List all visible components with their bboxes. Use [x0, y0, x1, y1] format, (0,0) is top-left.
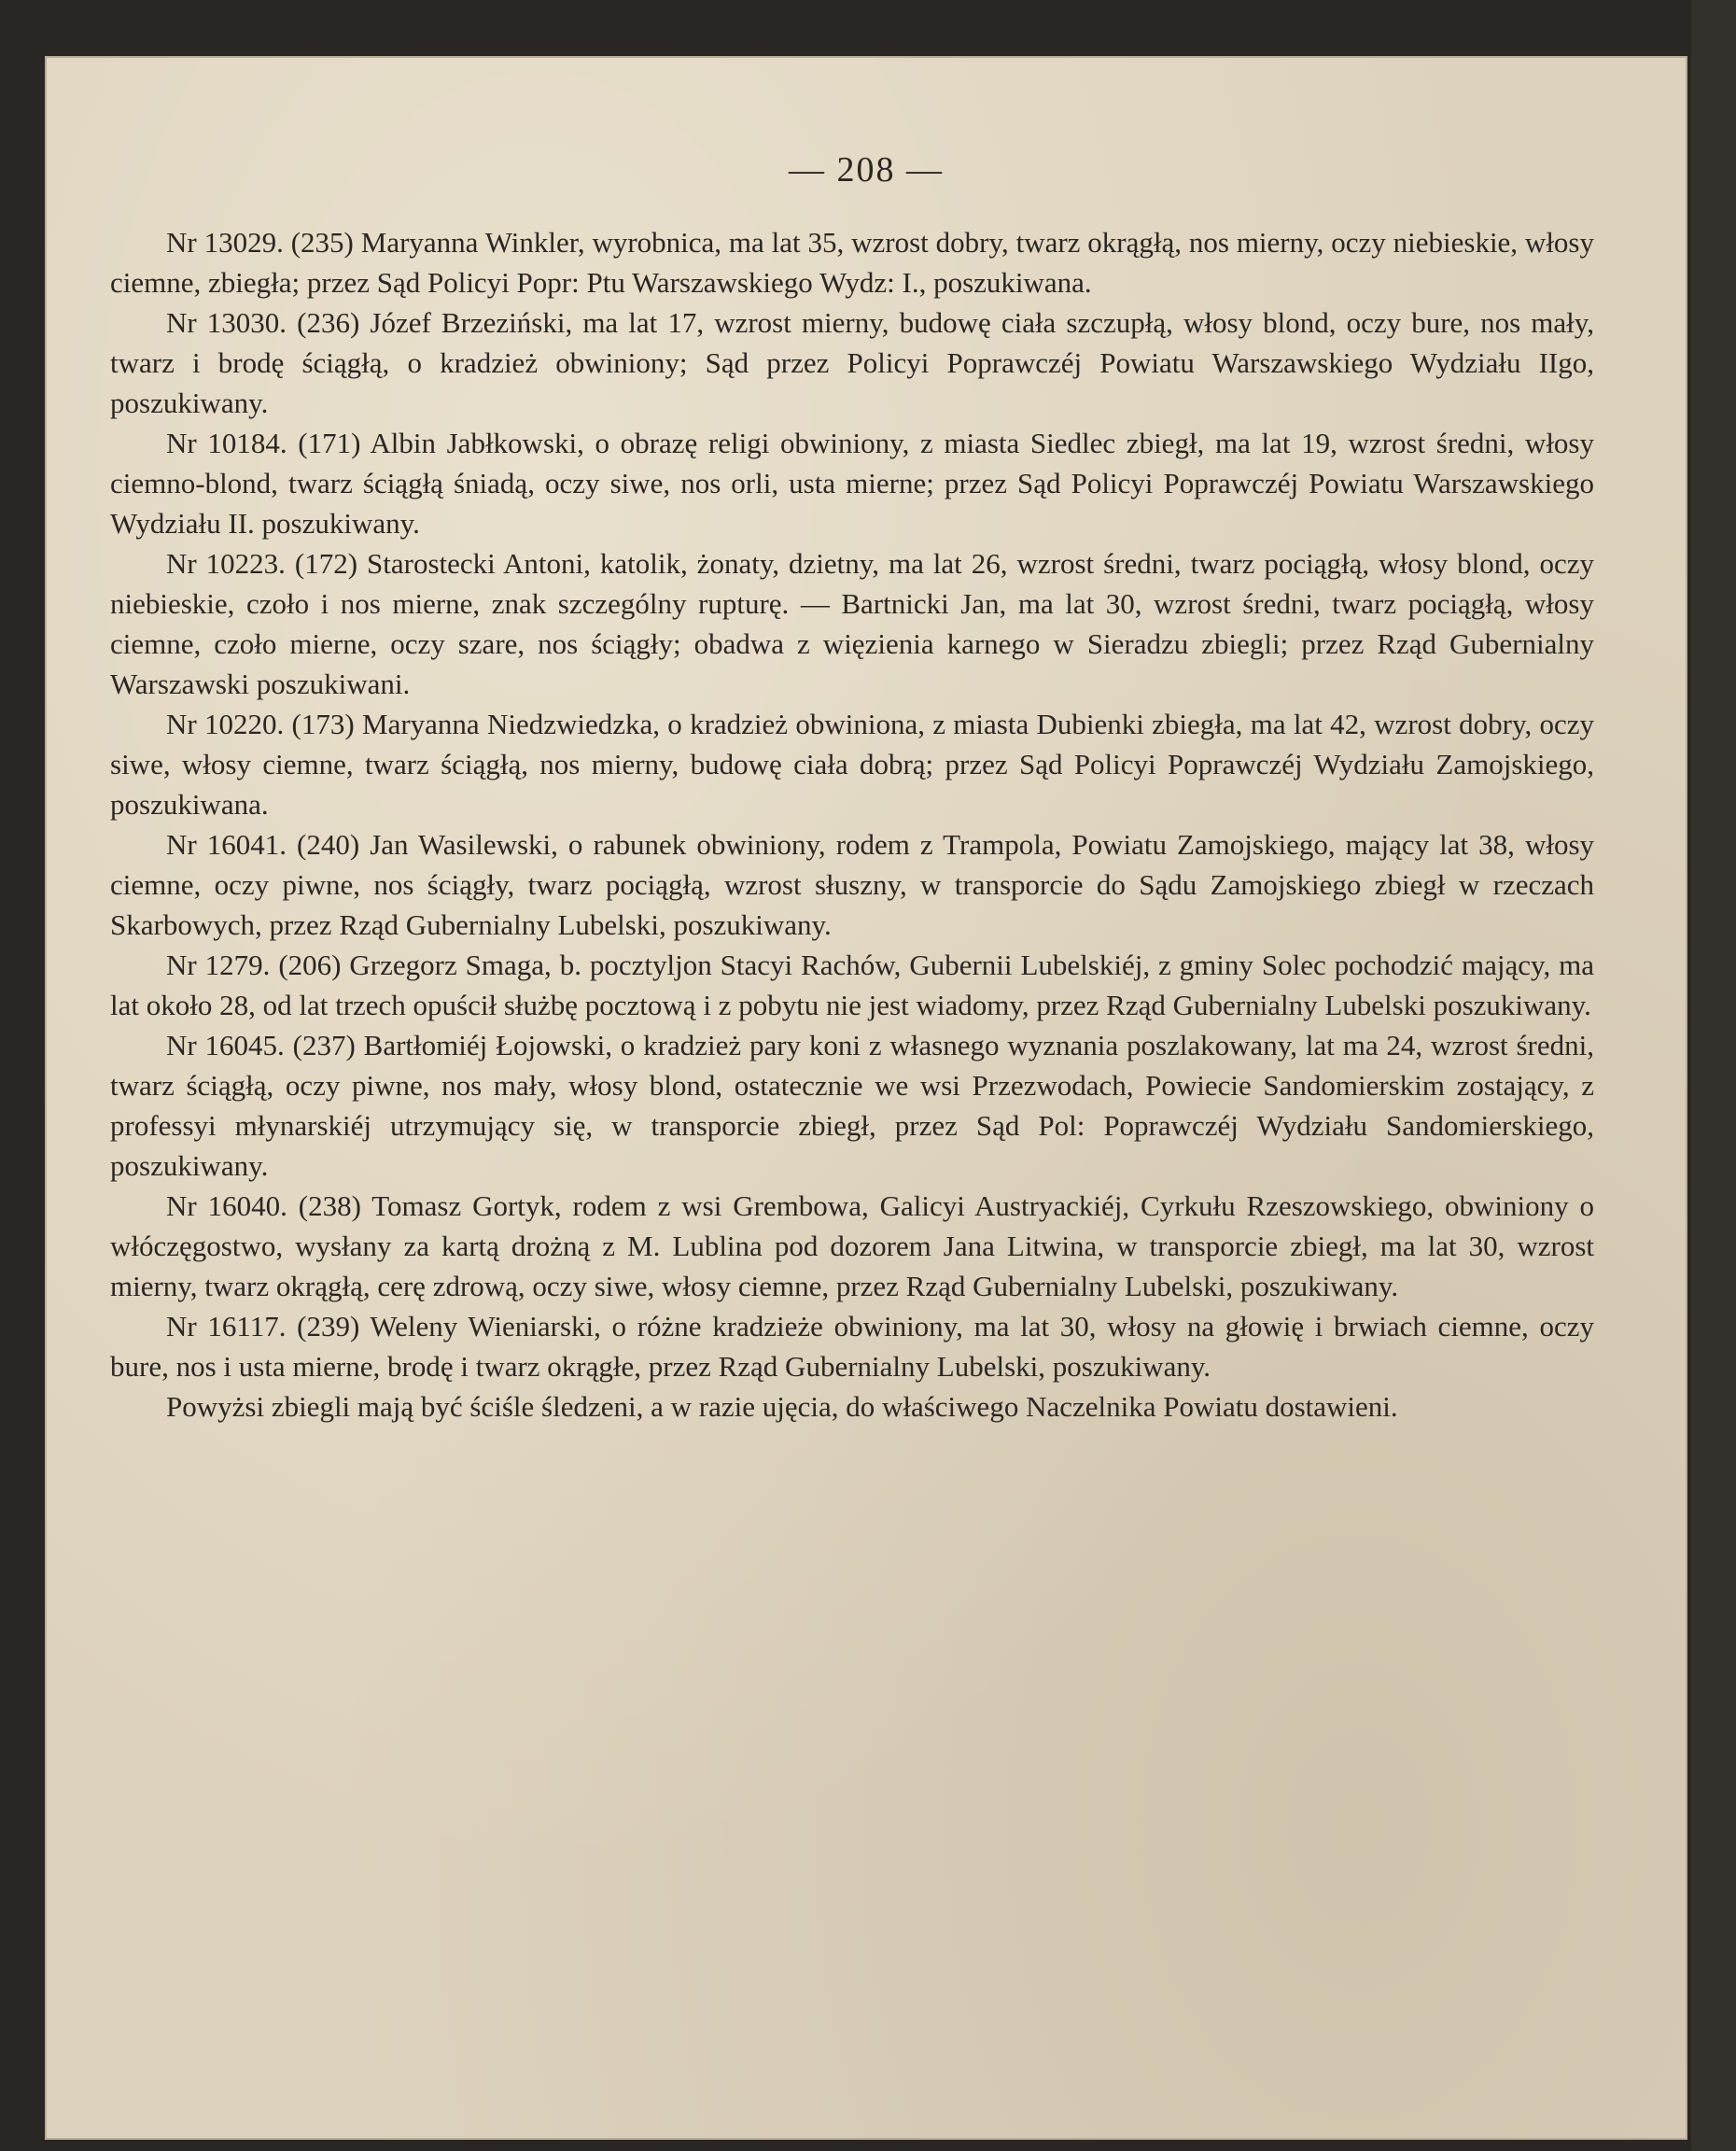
entry-text: Maryanna Niedzwiedzka, o kradzież obwiniona, z miasta Dubienki zbiegła, ma lat 42, wzrost dobry, oczy siwe, włosy ciemne, twarz ściągłą, nos mierny, budowę ciała dobrą; przez Sąd Policyi Poprawczéj Wydziału Zamojskiego, poszukiwana.: [110, 708, 1594, 821]
entry-number: Nr 13029.: [166, 226, 284, 259]
entry-number: Nr 16041.: [166, 828, 287, 861]
entry-number: Nr 16045.: [166, 1029, 285, 1061]
book-spine: [1691, 0, 1736, 2151]
entry-number: Nr 16040.: [166, 1189, 287, 1222]
entry-reference: (240): [297, 828, 360, 861]
notice-entry: [110, 302, 1594, 423]
page-number: — 208 —: [789, 150, 944, 190]
entry-text: Tomasz Gortyk, rodem z wsi Grembowa, Galicyi Austryackiéj, Cyrkułu Rzeszowskiego, obwiniony o włóczęgostwo, wysłany za kartą drożną z M. Lublina pod dozorem Jana Litwina, w transporcie zbiegł, ma lat 30, wzrost mierny, twarz okrągłą, cerę zdrową, oczy siwe, włosy ciemne, przez Rząd Gubernialny Lubelski, poszukiwany.: [110, 1189, 1594, 1302]
document-page: [45, 56, 1687, 2140]
notice-entry: [110, 945, 1594, 1025]
entry-reference: (235): [290, 226, 354, 259]
entry-reference: (171): [298, 427, 361, 459]
entry-number: Nr 10220.: [166, 708, 285, 740]
entry-reference: (206): [278, 949, 342, 981]
notice-entry: [110, 1306, 1594, 1386]
entry-text: Starostecki Antoni, katolik, żonaty, dzietny, ma lat 26, wzrost średni, twarz pociągłą, włosy blond, oczy niebieskie, czoło i nos mierne, znak szczególny rupturę. — Bartnicki Jan, ma lat 30, wzrost średni, twarz pociągłą, włosy ciemne, czoło mierne, oczy szare, nos ściągły; obadwa z więzienia karnego w Sieradzu zbiegli; przez Rząd Gubernialny Warszawski poszukiwani.: [110, 547, 1594, 700]
entry-text: Jan Wasilewski, o rabunek obwiniony, rodem z Trampola, Powiatu Zamojskiego, mający lat 38, włosy ciemne, oczy piwne, nos ściągły, twarz pociągłą, wzrost słuszny, w transporcie do Sądu Zamojskiego zbiegł w rzeczach Skarbowych, przez Rząd Gubernialny Lubelski, poszukiwany.: [110, 828, 1595, 941]
entry-number: Nr 16117.: [166, 1310, 287, 1343]
entry-text: Weleny Wieniarski, o różne kradzieże obwiniony, ma lat 30, włosy na głowię i brwiach ciemne, oczy bure, nos i usta mierne, brodę i twarz okrągłe, przez Rząd Gubernialny Lubelski, poszukiwany.: [110, 1310, 1594, 1383]
notice-entry: [110, 1186, 1594, 1306]
entry-reference: (172): [294, 547, 358, 580]
entry-reference: (236): [297, 306, 360, 339]
entry-text: Grzegorz Smaga, b. pocztyljon Stacyi Rachów, Gubernii Lubelskiéj, z gminy Solec pochodzić mający, ma lat około 28, od lat trzech opuścił służbę pocztową i z pobytu nie jest wiadomy, przez Rząd Gubernialny Lubelski poszukiwany.: [110, 949, 1595, 1021]
entry-number: Nr 10184.: [166, 427, 287, 459]
page-body: [110, 222, 1594, 1427]
entry-number: Nr 10223.: [166, 547, 286, 580]
notice-entry: [110, 824, 1594, 945]
entry-reference: (173): [291, 708, 355, 740]
entry-reference: (239): [297, 1310, 360, 1343]
entry-number: Nr 13030.: [166, 306, 287, 339]
entry-number: Nr 1279.: [166, 949, 271, 981]
entry-text: Albin Jabłkowski, o obrazę religi obwiniony, z miasta Siedlec zbiegł, ma lat 19, wzrost średni, włosy ciemno-blond, twarz ściągłą śniadą, oczy siwe, nos orli, usta mierne; przez Sąd Policyi Poprawczéj Powiatu Warszawskiego Wydziału II. poszukiwany.: [110, 427, 1595, 540]
notice-entry: [110, 704, 1594, 824]
notice-entry: [110, 222, 1594, 302]
notice-entry: [110, 423, 1594, 543]
closing-notice: Powyżsi zbiegli mają być ściśle śledzeni, a w razie ujęcia, do właściwego Naczelnika Powiatu dostawieni.: [166, 1390, 1398, 1423]
entry-text: Józef Brzeziński, ma lat 17, wzrost mierny, budowę ciała szczupłą, włosy blond, oczy bure, nos mały, twarz i brodę ściągłą, o kradzież obwiniony; Sąd przez Policyi Poprawczéj Powiatu Warszawskiego Wydziału IIgo, poszukiwany.: [110, 306, 1594, 419]
notice-entry: [110, 543, 1594, 704]
entry-text: Maryanna Winkler, wyrobnica, ma lat 35, wzrost dobry, twarz okrągłą, nos mierny, oczy niebieskie, włosy ciemne, zbiegła; przez Sąd Policyi Popr: Ptu Warszawskiego Wydz: I., poszukiwana.: [110, 226, 1595, 299]
entry-text: Bartłomiéj Łojowski, o kradzież pary koni z własnego wyznania poszlakowany, lat ma 24, wzrost średni, twarz ściągłą, oczy piwne, nos mały, włosy blond, ostatecznie we wsi Przezwodach, Powiecie Sandomierskim zostający, z professyi młynarskiéj utrzymujący się, w transporcie zbiegł, przez Sąd Pol: Poprawczéj Wydziału Sandomierskiego, poszukiwany.: [110, 1029, 1595, 1182]
notice-entry: [110, 1025, 1594, 1186]
entry-reference: (238): [298, 1189, 361, 1222]
entry-reference: (237): [292, 1029, 356, 1061]
